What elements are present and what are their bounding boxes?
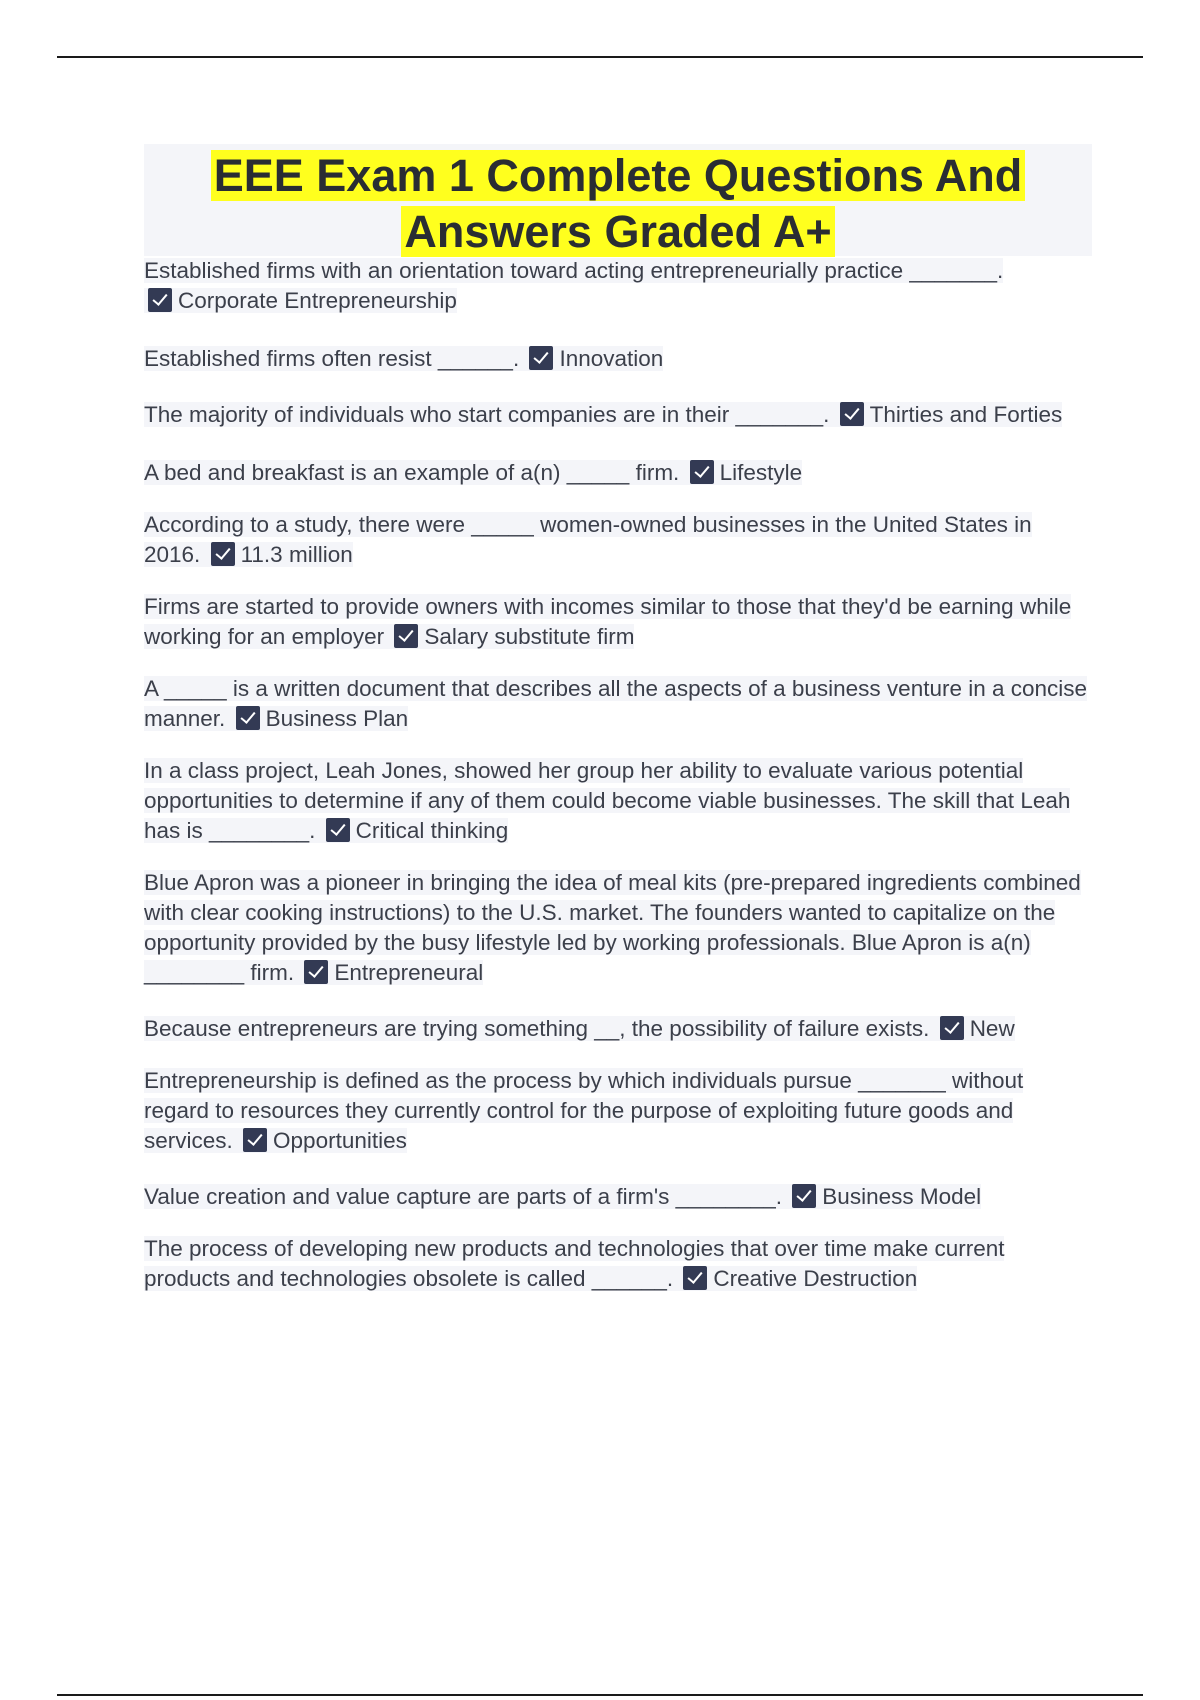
qa-item	[144, 510, 1092, 570]
answer-text: Salary substitute firm	[424, 624, 635, 649]
answer-text: Thirties and Forties	[869, 402, 1063, 427]
qa-item	[144, 400, 1092, 430]
answer-text: New	[969, 1016, 1015, 1041]
top-rule	[57, 56, 1143, 58]
answer-text: 11.3 million	[240, 542, 353, 567]
question-text: Because entrepreneurs are trying something __, the possibility of failure exists.	[144, 1016, 930, 1041]
check-box-icon	[690, 460, 714, 484]
qa-list	[144, 256, 1092, 1294]
qa-item	[144, 458, 1092, 488]
check-box-icon	[529, 346, 553, 370]
check-box-icon	[840, 402, 864, 426]
check-box-icon	[940, 1016, 964, 1040]
qa-item	[144, 756, 1092, 846]
qa-item	[144, 1182, 1092, 1212]
document-title	[144, 144, 1092, 260]
answer-text: Critical thinking	[355, 818, 509, 843]
question-text: Firms are started to provide owners with incomes similar to those that they'd be earning while working for an employer	[144, 594, 1072, 649]
answer-text: Opportunities	[273, 1128, 407, 1153]
answer-text: Entrepreneural	[334, 960, 484, 985]
question-text: A _____ is a written document that describes all the aspects of a business venture in a concise manner.	[144, 676, 1088, 731]
document-title-text: EEE Exam 1 Complete Questions And Answers Graded A+	[211, 150, 1026, 257]
qa-item	[144, 592, 1092, 652]
question-text: Established firms with an orientation toward acting entrepreneurially practice _______.	[144, 258, 1004, 283]
check-box-icon	[304, 960, 328, 984]
qa-item	[144, 256, 1092, 316]
check-box-icon	[683, 1266, 707, 1290]
question-text: In a class project, Leah Jones, showed her group her ability to evaluate various potential opportunities to determine if any of them could become viable businesses. The skill that Leah has is ________.	[144, 758, 1071, 843]
answer-text: Business Plan	[265, 706, 409, 731]
answer-text: Lifestyle	[719, 460, 803, 485]
answer-text: Innovation	[559, 346, 664, 371]
check-box-icon	[792, 1184, 816, 1208]
check-box-icon	[243, 1128, 267, 1152]
question-text: A bed and breakfast is an example of a(n) _____ firm.	[144, 460, 680, 485]
qa-item	[144, 1066, 1092, 1156]
check-box-icon	[236, 706, 260, 730]
question-text: The process of developing new products and technologies that over time make current products and technologies obsolete is called ______.	[144, 1236, 1005, 1291]
answer-text: Business Model	[822, 1184, 982, 1209]
title-block	[144, 144, 1092, 256]
qa-item	[144, 868, 1092, 988]
qa-item	[144, 1014, 1092, 1044]
answer-text: Creative Destruction	[713, 1266, 918, 1291]
qa-item	[144, 1234, 1092, 1294]
question-text: Blue Apron was a pioneer in bringing the idea of meal kits (pre-prepared ingredients combined with clear cooking instructions) to the U.S. market. The founders wanted to capitalize on the opportunity provided by the busy lifestyle led by working professionals. Blue Apron is a(n) ________ firm.	[144, 870, 1081, 985]
question-text: Value creation and value capture are parts of a firm's ________.	[144, 1184, 783, 1209]
answer-text: Corporate Entrepreneurship	[178, 288, 457, 313]
question-text: Entrepreneurship is defined as the process by which individuals pursue _______ without regard to resources they currently control for the purpose of exploiting future goods and services.	[144, 1068, 1024, 1153]
question-text: Established firms often resist ______.	[144, 346, 520, 371]
bottom-rule	[57, 1694, 1143, 1696]
question-text: According to a study, there were _____ women-owned businesses in the United States in 2016.	[144, 512, 1032, 567]
check-box-icon	[394, 624, 418, 648]
check-box-icon	[148, 288, 172, 312]
check-box-icon	[326, 818, 350, 842]
question-text: The majority of individuals who start companies are in their _______.	[144, 402, 830, 427]
qa-item	[144, 674, 1092, 734]
check-box-icon	[211, 542, 235, 566]
qa-item	[144, 344, 1092, 374]
